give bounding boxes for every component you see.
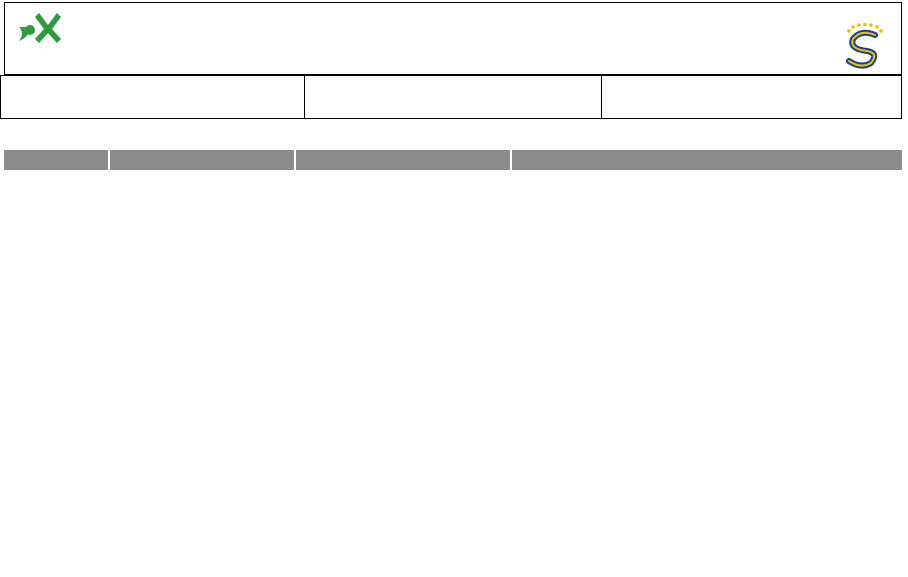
iefp-logo-icon — [17, 11, 79, 71]
col-header-localidade — [296, 150, 512, 170]
document-info — [0, 75, 904, 119]
page-title — [87, 3, 823, 76]
folhas-cell — [601, 75, 902, 119]
table-header — [4, 150, 902, 170]
eures-s-icon — [841, 21, 887, 69]
col-header-oferta — [4, 150, 110, 170]
document-header — [4, 2, 902, 75]
col-header-requisitos — [512, 150, 902, 170]
col-header-profissao — [110, 150, 296, 170]
eures-logo — [841, 11, 887, 69]
unidade-emissora-cell — [0, 75, 305, 119]
data-emissao-cell — [304, 75, 602, 119]
